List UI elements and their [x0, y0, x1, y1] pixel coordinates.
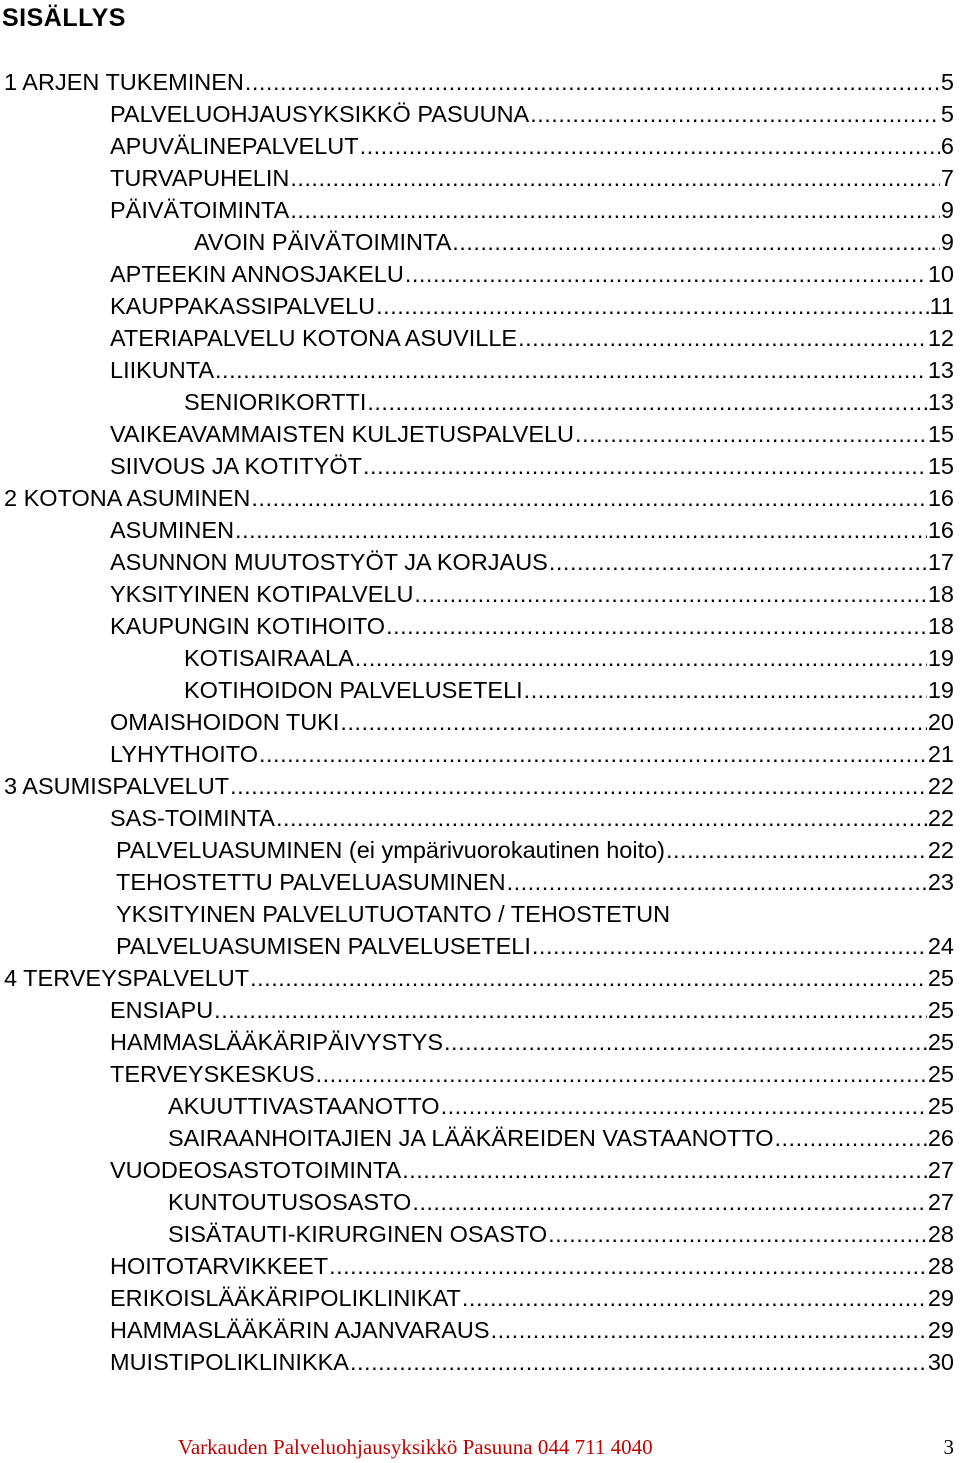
toc-entry-label: VAIKEAVAMMAISTEN KULJETUSPALVELU [110, 421, 575, 447]
toc-entry-label: KAUPPAKASSIPALVELU [110, 293, 376, 319]
toc-entry-label: SENIORIKORTTI [184, 389, 367, 415]
toc-entry-asumispalvelut[interactable] [4, 770, 954, 802]
dot-leader [340, 706, 926, 738]
dot-leader [363, 450, 927, 482]
toc-entry-label: KOTIHOIDON PALVELUSETELI [184, 677, 523, 703]
footer-contact-text: Varkauden Palveluohjausyksikkö Pasuuna 044 711 4040 [178, 1435, 653, 1459]
dot-leader [215, 354, 927, 386]
toc-entry-label: 2 KOTONA ASUMINEN [4, 485, 251, 511]
toc-entry-page: 30 [927, 1349, 954, 1375]
toc-entry-label: OMAISHOIDON TUKI [110, 709, 340, 735]
toc-entry-label: TERVEYSKESKUS [110, 1061, 315, 1087]
dot-leader [316, 1058, 927, 1090]
dot-leader [245, 66, 940, 98]
dot-leader [412, 1186, 927, 1218]
toc-entry-avoin-paivatoiminta[interactable] [194, 226, 954, 258]
toc-entry-label: KAUPUNGIN KOTIHOITO [110, 613, 386, 639]
toc-entry-vastaanotto[interactable] [168, 1122, 954, 1154]
dot-leader [355, 642, 927, 674]
dot-leader [549, 546, 927, 578]
dot-leader [518, 322, 927, 354]
toc-entry-sisatauti-kirurginen-osasto[interactable] [168, 1218, 954, 1250]
toc-entry-page: 13 [927, 389, 954, 415]
dot-leader [444, 1026, 927, 1058]
dot-leader [250, 962, 927, 994]
toc-entry-seniorikortti[interactable] [184, 386, 954, 418]
toc-entry-page: 25 [927, 1061, 954, 1087]
dot-leader [414, 578, 926, 610]
toc-entry-label: KUNTOUTUSOSASTO [168, 1189, 412, 1215]
toc-entry-label: 3 ASUMISPALVELUT [4, 773, 230, 799]
toc-entry-asuminen[interactable] [110, 514, 954, 546]
toc-entry-kauppakassipalvelu[interactable] [110, 290, 954, 322]
toc-entry-palveluasuminen[interactable] [116, 834, 954, 866]
toc-entry-page: 28 [927, 1221, 954, 1247]
toc-entry-hoitotarvikkeet[interactable] [110, 1250, 954, 1282]
toc-entry-label: ENSIAPU [110, 997, 214, 1023]
toc-entry-label: ERIKOISLÄÄKÄRIPOLIKLINIKAT [110, 1285, 461, 1311]
toc-entry-page: 13 [927, 357, 954, 383]
toc-entry-label: PÄIVÄTOIMINTA [110, 197, 290, 223]
page-footer [0, 1432, 960, 1462]
dot-leader [462, 1282, 927, 1314]
toc-entry-label: TURVAPUHELIN [110, 165, 290, 191]
toc-entry-label: SAS-TOIMINTA [110, 805, 275, 831]
toc-entry-label: HOITOTARVIKKEET [110, 1253, 329, 1279]
toc-entry-label: HAMMASLÄÄKÄRIPÄIVYSTYS [110, 1029, 444, 1055]
toc-entry-paivatoiminta[interactable] [110, 194, 954, 226]
dot-leader [666, 834, 927, 866]
toc-entry-label: 1 ARJEN TUKEMINEN [4, 69, 244, 95]
toc-entry-label: ASUMINEN [110, 517, 235, 543]
toc-entry-page: 7 [940, 165, 954, 191]
dot-leader [524, 674, 927, 706]
toc-entry-kotihoidon-palveluseteli[interactable] [184, 674, 954, 706]
toc-entry-label: AKUUTTIVASTAANOTTO [168, 1093, 440, 1119]
toc-entry-page: 22 [927, 837, 954, 863]
toc-entry-label: ASUNNON MUUTOSTYÖT JA KORJAUS [110, 549, 548, 575]
toc-entry-label: KOTISAIRAALA [184, 645, 354, 671]
toc-entry-label: APTEEKIN ANNOSJAKELU [110, 261, 404, 287]
dot-leader [441, 1090, 927, 1122]
page-number: 3 [943, 1435, 954, 1459]
toc-entry-label: MUISTIPOLIKLINIKKA [110, 1349, 349, 1375]
toc-entry-turvapuhelin[interactable] [110, 162, 954, 194]
toc-entry-label: LIIKUNTA [110, 357, 215, 383]
toc-entry-page: 23 [927, 869, 954, 895]
toc-entry-kaupungin-kotihoito[interactable] [110, 610, 954, 642]
toc-entry-lyhythoito[interactable] [110, 738, 954, 770]
toc-entry-page: 17 [927, 549, 954, 575]
toc-entry-apuvalinepalvelut[interactable] [110, 130, 954, 162]
toc-entry-palveluohjausyksikko-pasuuna[interactable] [110, 98, 954, 130]
toc-entry-page: 15 [927, 453, 954, 479]
dot-leader [214, 994, 927, 1026]
toc-entry-tehostettu-palveluasuminen[interactable] [116, 866, 954, 898]
toc-entry-label: PALVELUASUMISEN PALVELUSETELI [116, 933, 531, 959]
toc-entry-erikoislaakaripoliklinikat[interactable] [110, 1282, 954, 1314]
dot-leader [350, 1346, 927, 1378]
toc-entry-page: 11 [929, 293, 954, 319]
toc-entry-asunnon-muutostyot[interactable] [110, 546, 954, 578]
dot-leader [376, 290, 928, 322]
toc-entry-page: 26 [927, 1125, 954, 1151]
dot-leader [530, 98, 940, 130]
toc-entry-label: LYHYTHOITO [110, 741, 258, 767]
toc-entry-page: 18 [927, 613, 954, 639]
dot-leader [386, 610, 927, 642]
toc-entry-page: 6 [940, 133, 954, 159]
dot-leader [452, 226, 940, 258]
dot-leader [774, 1122, 926, 1154]
dot-leader [290, 162, 940, 194]
toc-entry-page: 29 [927, 1285, 954, 1311]
toc-entry-page: 19 [927, 677, 954, 703]
toc-entry-sas-toiminta[interactable] [110, 802, 954, 834]
dot-leader [251, 482, 926, 514]
toc-entry-label: SIIVOUS JA KOTITYÖT [110, 453, 363, 479]
dot-leader [259, 738, 927, 770]
dot-leader [575, 418, 927, 450]
toc-entry-liikunta[interactable] [110, 354, 954, 386]
toc-entry-page: 22 [927, 805, 954, 831]
dot-leader [507, 866, 927, 898]
toc-entry-label: AVOIN PÄIVÄTOIMINTA [194, 229, 452, 255]
dot-leader [360, 130, 940, 162]
toc-entry-page: 9 [940, 197, 954, 223]
toc-entry-palveluasumisen-palveluseteli[interactable] [116, 930, 954, 962]
toc-entry-label: TEHOSTETTU PALVELUASUMINEN [116, 869, 506, 895]
toc-entry-yksityinen-kotipalvelu[interactable] [110, 578, 954, 610]
dot-leader [548, 1218, 927, 1250]
toc-entry-label: APUVÄLINEPALVELUT [110, 133, 359, 159]
dot-leader [405, 258, 927, 290]
toc-entry-label: ATERIAPALVELU KOTONA ASUVILLE [110, 325, 518, 351]
toc-entry-label: VUODEOSASTOTOIMINTA [110, 1157, 402, 1183]
toc-entry-terveyspalvelut[interactable] [4, 962, 954, 994]
toc-entry-page: 16 [927, 517, 954, 543]
toc-entry-label: 4 TERVEYSPALVELUT [4, 965, 250, 991]
toc-entry-ateriapalvelu[interactable] [110, 322, 954, 354]
toc-entry-siivous-ja-kotityot[interactable] [110, 450, 954, 482]
dot-leader [329, 1250, 927, 1282]
toc-entry-page: 12 [927, 325, 954, 351]
toc-entry-page: 27 [927, 1189, 954, 1215]
toc-entry-page: 16 [927, 485, 954, 511]
toc-entry-page: 5 [940, 69, 954, 95]
toc-entry-omaishoidon-tuki[interactable] [110, 706, 954, 738]
dot-leader [367, 386, 926, 418]
toc-entry-page: 25 [927, 1029, 954, 1055]
toc-entry-hammaslaakarin-ajanvaraus[interactable] [110, 1314, 954, 1346]
toc-entry-kotona-asuminen[interactable] [4, 482, 954, 514]
toc-entry-page: 25 [927, 997, 954, 1023]
toc-entry-label: SISÄTAUTI-KIRURGINEN OSASTO [168, 1221, 548, 1247]
toc-entry-page: 25 [927, 1093, 954, 1119]
toc-entry-muistipoliklinikka[interactable] [110, 1346, 954, 1378]
toc-entry-terveyskeskus[interactable] [110, 1058, 954, 1090]
toc-title: SISÄLLYS [2, 4, 126, 32]
toc-entry-akuuttivastaanotto[interactable] [168, 1090, 954, 1122]
toc-entry-page: 29 [927, 1317, 954, 1343]
dot-leader [235, 514, 927, 546]
toc-entry-page: 21 [927, 741, 954, 767]
toc-entry-ensiapu[interactable] [110, 994, 954, 1026]
toc-entry-label: PALVELUOHJAUSYKSIKKÖ PASUUNA [110, 101, 530, 127]
dot-leader [276, 802, 927, 834]
dot-leader [290, 194, 940, 226]
toc-entry-page: 24 [927, 933, 954, 959]
toc-entry-page: 19 [927, 645, 954, 671]
dot-leader [230, 770, 927, 802]
toc-entry-page: 18 [927, 581, 954, 607]
toc-entry-vuodeosastotoiminta[interactable] [110, 1154, 954, 1186]
dot-leader [402, 1154, 927, 1186]
toc-entry-page: 25 [927, 965, 954, 991]
toc-entry-page: 27 [927, 1157, 954, 1183]
dot-leader [491, 1314, 927, 1346]
toc-entry-yksityinen-palvelutuotanto[interactable]: YKSITYINEN PALVELUTUOTANTO / TEHOSTETUN [116, 901, 671, 927]
dot-leader [532, 930, 927, 962]
toc-entry-label: SAIRAANHOITAJIEN JA LÄÄKÄREIDEN VASTAANOTTO [168, 1125, 774, 1151]
toc-entry-page: 9 [940, 229, 954, 255]
toc-entry-kuljetuspalvelu[interactable] [110, 418, 954, 450]
toc-entry-kuntoutusosasto[interactable] [168, 1186, 954, 1218]
toc-entry-page: 20 [927, 709, 954, 735]
toc-entry-page: 10 [927, 261, 954, 287]
toc-entry-label: YKSITYINEN KOTIPALVELU [110, 581, 414, 607]
toc-entry-label: PALVELUASUMINEN (ei ympärivuorokautinen hoito) [116, 837, 665, 863]
toc-entry-apteekin-annosjakelu[interactable] [110, 258, 954, 290]
toc-entry-page: 15 [927, 421, 954, 447]
toc-entry-hammaslaakaripaivystys[interactable] [110, 1026, 954, 1058]
toc-entry-page: 22 [927, 773, 954, 799]
toc-entry-kotisairaala[interactable] [184, 642, 954, 674]
toc-entry-page: 28 [927, 1253, 954, 1279]
toc-entry-arjen-tukeminen[interactable] [4, 66, 954, 98]
toc-entry-page: 5 [940, 101, 954, 127]
toc-entry-label: HAMMASLÄÄKÄRIN AJANVARAUS [110, 1317, 490, 1343]
